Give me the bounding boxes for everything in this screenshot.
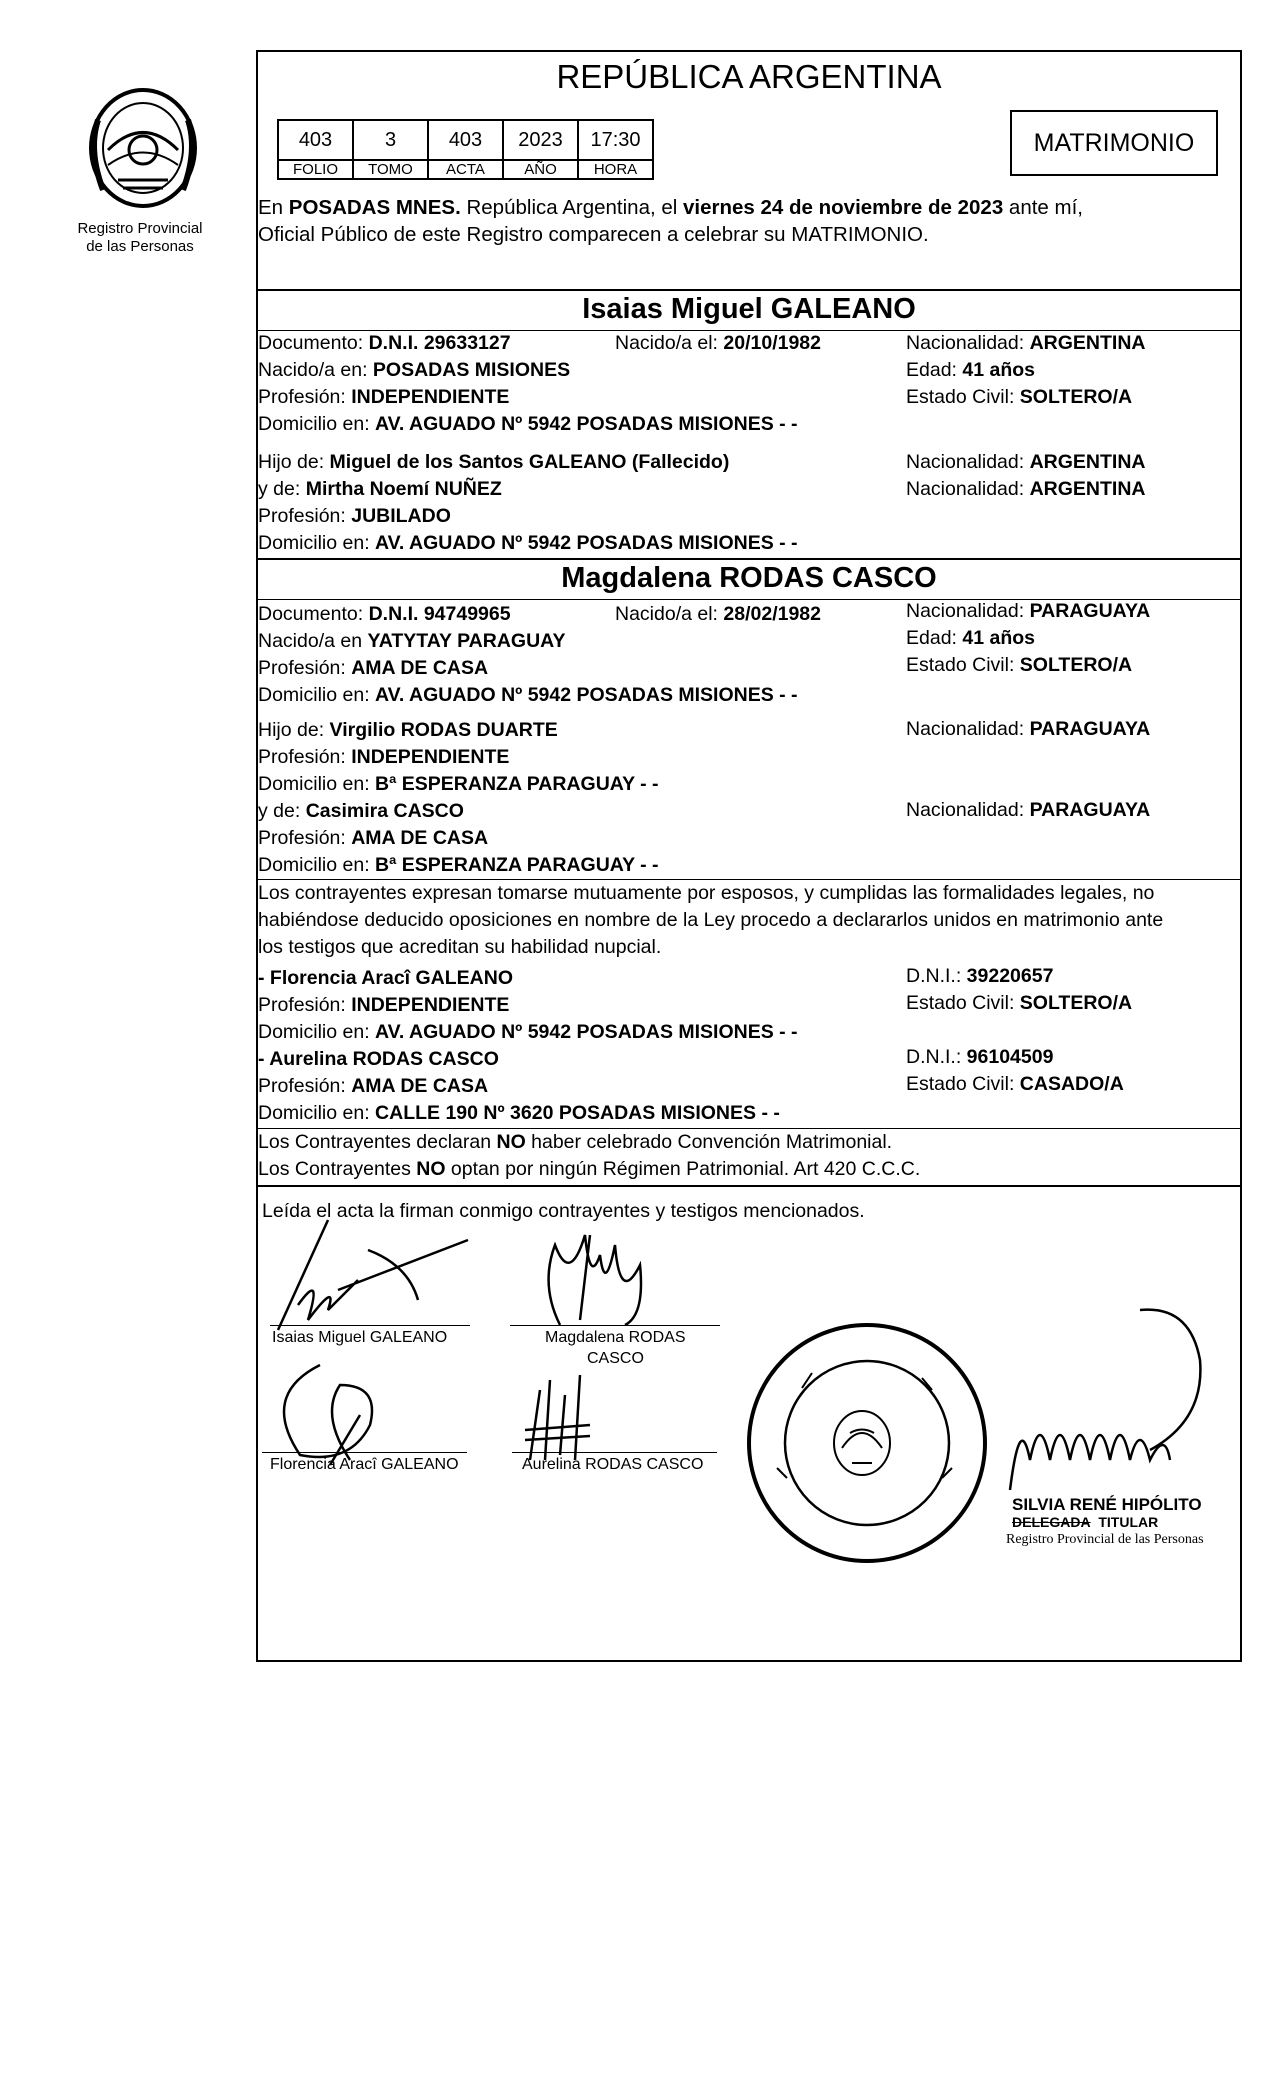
intro-line2: Oficial Público de este Registro comparecen a celebrar su MATRIMONIO. bbox=[258, 223, 929, 246]
divider bbox=[256, 289, 1242, 291]
ano-value: 2023 bbox=[503, 120, 578, 160]
spouse2-age: Edad: 41 años bbox=[906, 627, 1036, 649]
signature-line-1 bbox=[270, 1325, 470, 1326]
signature-mark-1 bbox=[268, 1210, 478, 1340]
spouse2-profession: Profesión: AMA DE CASA bbox=[258, 657, 489, 679]
official-role: DELEGADA TITULAR bbox=[1012, 1514, 1159, 1530]
signature-caption-2a: Magdalena RODAS bbox=[545, 1329, 686, 1346]
signature-line-2 bbox=[510, 1325, 720, 1326]
spouse1-document: Documento: D.N.I. 29633127 bbox=[258, 332, 511, 354]
witness1-address: Domicilio en: AV. AGUADO Nº 5942 POSADAS MISIONES - - bbox=[258, 1021, 798, 1043]
spouse2-father: Hijo de: Virgilio RODAS DUARTE bbox=[258, 719, 558, 741]
spouse2-mother: y de: Casimira CASCO bbox=[258, 800, 464, 822]
declaration-line1: Los contrayentes expresan tomarse mutuamente por esposos, y cumplidas las formalidades legales, no bbox=[258, 882, 1155, 904]
signature-caption-2b: CASCO bbox=[587, 1350, 644, 1367]
signature-intro: Leída el acta la firman conmigo contrayentes y testigos mencionados. bbox=[262, 1200, 865, 1222]
spouse2-civil-status: Estado Civil: SOLTERO/A bbox=[906, 654, 1133, 676]
acta-value: 403 bbox=[428, 120, 503, 160]
signature-line-4 bbox=[512, 1452, 717, 1453]
spouse1-civil-status: Estado Civil: SOLTERO/A bbox=[906, 386, 1133, 408]
spouse2-nationality: Nacionalidad: PARAGUAYA bbox=[906, 600, 1151, 622]
hora-value: 17:30 bbox=[578, 120, 653, 160]
signature-mark-2 bbox=[530, 1225, 670, 1330]
document-title: REPÚBLICA ARGENTINA bbox=[556, 58, 942, 95]
spouse2-mother-address: Domicilio en: Bª ESPERANZA PARAGUAY - - bbox=[258, 854, 659, 876]
regime-line1: Los Contrayentes declaran NO haber celebrado Convención Matrimonial. bbox=[258, 1131, 893, 1153]
declaration-line2: habiéndose deducido oposiciones en nombre de la Ley procedo a declararlos unidos en matrimonio ante bbox=[258, 909, 1164, 931]
signature-caption-3: Florencia Aracî GALEANO bbox=[270, 1456, 459, 1473]
tomo-value: 3 bbox=[353, 120, 428, 160]
signature-mark-4 bbox=[520, 1370, 600, 1465]
spouse2-mother-profession: Profesión: AMA DE CASA bbox=[258, 827, 489, 849]
official-signature-mark bbox=[990, 1300, 1220, 1500]
witness2-dni: D.N.I.: 96104509 bbox=[906, 1046, 1054, 1068]
spouse2-birthplace: Nacido/a en YATYTAY PARAGUAY bbox=[258, 630, 566, 652]
spouse2-document: Documento: D.N.I. 94749965 bbox=[258, 603, 511, 625]
registry-logo bbox=[78, 80, 208, 215]
spouse1-age: Edad: 41 años bbox=[906, 359, 1036, 381]
spouse1-born: Nacido/a el: 20/10/1982 bbox=[615, 332, 822, 354]
official-name: SILVIA RENÉ HIPÓLITO bbox=[1012, 1495, 1202, 1514]
signature-caption-1: Isaias Miguel GALEANO bbox=[272, 1329, 448, 1346]
spouse2-born: Nacido/a el: 28/02/1982 bbox=[615, 603, 822, 625]
provincial-seal-icon bbox=[78, 80, 208, 215]
spouse1-nationality: Nacionalidad: ARGENTINA bbox=[906, 332, 1146, 354]
record-type-box: MATRIMONIO bbox=[1010, 110, 1218, 176]
signature-line-3 bbox=[262, 1452, 467, 1453]
spouse1-address: Domicilio en: AV. AGUADO Nº 5942 POSADAS MISIONES - - bbox=[258, 413, 798, 435]
record-numbers-table bbox=[277, 119, 654, 180]
witness2-civil-status: Estado Civil: CASADO/A bbox=[906, 1073, 1124, 1095]
spouse1-mother-nationality: Nacionalidad: ARGENTINA bbox=[906, 478, 1146, 500]
regime-line2: Los Contrayentes NO optan por ningún Régimen Patrimonial. Art 420 C.C.C. bbox=[258, 1158, 921, 1180]
signature-caption-4: Aurelina RODAS CASCO bbox=[522, 1456, 704, 1473]
spouse2-mother-nationality: Nacionalidad: PARAGUAYA bbox=[906, 799, 1151, 821]
hora-label: HORA bbox=[578, 160, 653, 179]
tomo-label: TOMO bbox=[353, 160, 428, 179]
witness2-name: - Aurelina RODAS CASCO bbox=[258, 1048, 499, 1070]
spouse2-father-profession: Profesión: INDEPENDIENTE bbox=[258, 746, 510, 768]
divider bbox=[256, 558, 1242, 560]
logo-caption-line2: de las Personas bbox=[86, 238, 194, 255]
ano-label: AÑO bbox=[503, 160, 578, 179]
witness2-address: Domicilio en: CALLE 190 Nº 3620 POSADAS MISIONES - - bbox=[258, 1102, 780, 1124]
spouse1-parents-profession: Profesión: JUBILADO bbox=[258, 505, 451, 527]
spouse2-address: Domicilio en: AV. AGUADO Nº 5942 POSADAS MISIONES - - bbox=[258, 684, 798, 706]
declaration-line3: los testigos que acreditan su habilidad nupcial. bbox=[258, 936, 662, 958]
logo-caption-line1: Registro Provincial bbox=[77, 220, 203, 237]
official-org: Registro Provincial de las Personas bbox=[1006, 1532, 1204, 1547]
witness1-name: - Florencia Aracî GALEANO bbox=[258, 967, 513, 989]
official-stamp-icon bbox=[742, 1318, 992, 1568]
acta-label: ACTA bbox=[428, 160, 503, 179]
spouse1-profession: Profesión: INDEPENDIENTE bbox=[258, 386, 510, 408]
spouse1-parents-address: Domicilio en: AV. AGUADO Nº 5942 POSADAS MISIONES - - bbox=[258, 532, 798, 554]
divider bbox=[256, 1185, 1242, 1187]
witness2-profession: Profesión: AMA DE CASA bbox=[258, 1075, 489, 1097]
witness1-civil-status: Estado Civil: SOLTERO/A bbox=[906, 992, 1133, 1014]
spouse1-father-nationality: Nacionalidad: ARGENTINA bbox=[906, 451, 1146, 473]
spouse2-father-nationality: Nacionalidad: PARAGUAYA bbox=[906, 718, 1151, 740]
spouse1-mother: y de: Mirtha Noemí NUÑEZ bbox=[258, 478, 502, 500]
spouse1-birthplace: Nacido/a en: POSADAS MISIONES bbox=[258, 359, 571, 381]
spouse2-name: Magdalena RODAS CASCO bbox=[561, 562, 937, 594]
spouse2-father-address: Domicilio en: Bª ESPERANZA PARAGUAY - - bbox=[258, 773, 659, 795]
folio-label: FOLIO bbox=[278, 160, 353, 179]
spouse1-father: Hijo de: Miguel de los Santos GALEANO (Fallecido) bbox=[258, 451, 730, 473]
folio-value: 403 bbox=[278, 120, 353, 160]
witness1-dni: D.N.I.: 39220657 bbox=[906, 965, 1054, 987]
spouse1-name: Isaias Miguel GALEANO bbox=[582, 293, 916, 325]
intro-line1: En POSADAS MNES. República Argentina, el viernes 24 de noviembre de 2023 ante mí, bbox=[258, 196, 1083, 219]
witness1-profession: Profesión: INDEPENDIENTE bbox=[258, 994, 510, 1016]
